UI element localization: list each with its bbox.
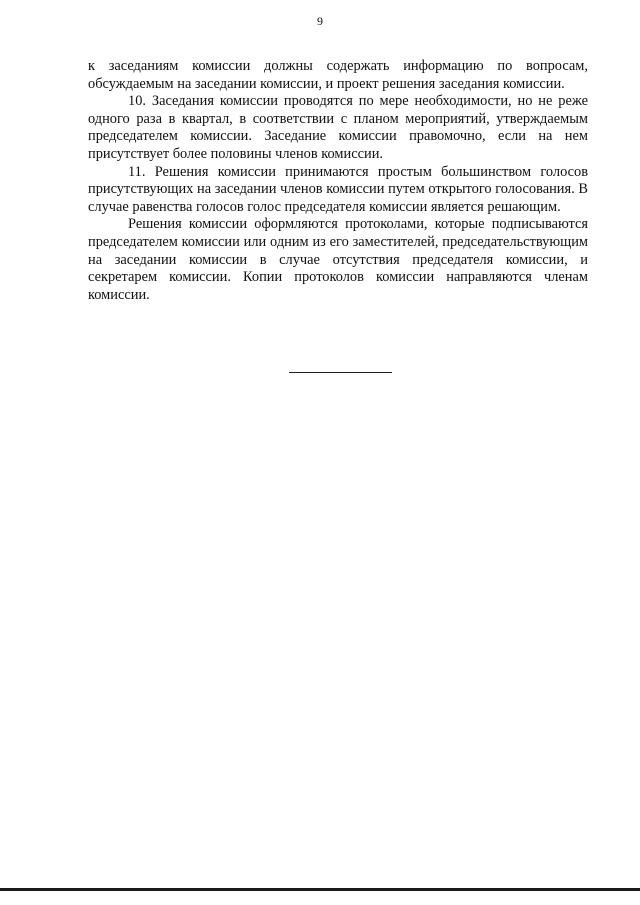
paragraph-item-11: 11. Решения комиссии принимаются простым большинством голосов присутствующих на заседании членов комиссии путем открытого голосования. В случае равенства голосов голос председателя комиссии является решающим. bbox=[88, 163, 588, 215]
document-body bbox=[88, 58, 588, 304]
end-of-text-divider bbox=[289, 372, 392, 373]
paragraph-item-10: 10. Заседания комиссии проводятся по мере необходимости, но не реже одного раза в квартал, в соответствии с планом мероприятий, утверждаемым председателем комиссии. Заседание комиссии правомочно, если на нем присутствует более половины членов комиссии. bbox=[88, 93, 588, 162]
page-bottom-border bbox=[0, 888, 640, 891]
paragraph-continuation: к заседаниям комиссии должны содержать информацию по вопросам, обсуждаемым на заседании комиссии, и проект решения заседания комиссии. bbox=[88, 58, 588, 92]
paragraph-decisions-protocols: Решения комиссии оформляются протоколами, которые подписываются председателем комиссии или одним из его заместителей, председательствующим на заседании комиссии в случае отсутствия председателя комиссии, и секретарем комиссии. Копии протоколов комиссии направляются членам комиссии. bbox=[88, 216, 588, 303]
page-number: 9 bbox=[317, 14, 323, 28]
